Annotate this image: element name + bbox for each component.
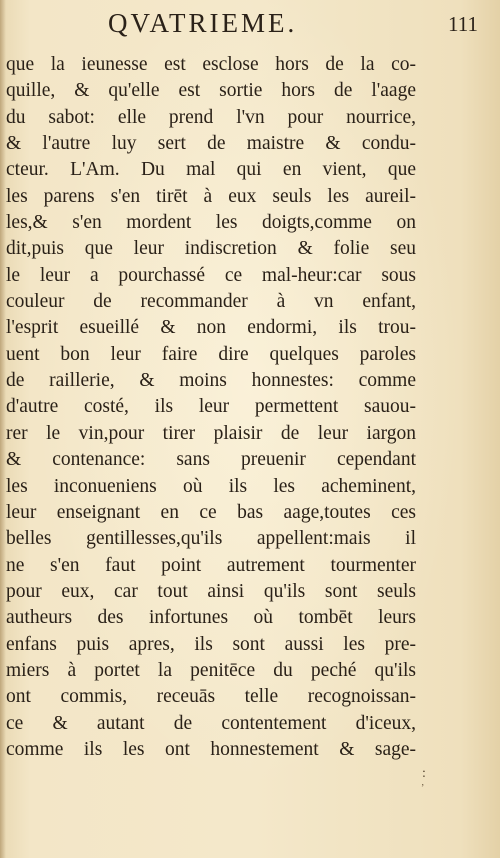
text-line: les,& s'en mordent les doigts,comme on — [6, 212, 416, 234]
show-through-text — [6, 770, 126, 792]
text-line: de raillerie, & moins honnestes: comme — [6, 370, 416, 392]
text-line: couleur de recommander à vn enfant, — [6, 291, 416, 313]
text-line: cteur. L'Am. Du mal qui en vient, que — [6, 159, 416, 181]
margin-mark: : — [422, 766, 426, 781]
text-line: enfans puis apres, ils sont aussi les pre- — [6, 633, 416, 655]
text-line: les inconueniens où ils les acheminent, — [6, 475, 416, 497]
text-line: ont commis, receuās telle recognoissan- — [6, 686, 416, 708]
page-header — [0, 6, 500, 46]
text-line: miers à portet la penitēce du peché qu'ils — [6, 659, 416, 681]
running-title: QVATRIEME. — [108, 8, 298, 38]
text-line: du sabot: elle prend l'vn pour nourrice, — [6, 106, 416, 128]
body-text — [6, 52, 416, 763]
margin-mark-small: ʼ — [421, 783, 425, 794]
text-line: dit,puis que leur indiscretion & folie seu — [6, 238, 416, 260]
text-line: l'esprit esueillé & non endormi, ils trou- — [6, 317, 416, 339]
text-line: pour eux, car tout ainsi qu'ils sont seuls — [6, 580, 416, 602]
text-line: les parens s'en tirēt à eux seuls les aureil- — [6, 185, 416, 207]
text-line: autheurs des infortunes où tombēt leurs — [6, 607, 416, 629]
text-line: rer le vin,pour tirer plaisir de leur iargon — [6, 422, 416, 444]
text-line: comme ils les ont honnestement & sage- — [6, 738, 416, 760]
text-line: uent bon leur faire dire quelques paroles — [6, 343, 416, 365]
page-number: 111 — [448, 12, 478, 36]
text-line: le leur a pourchassé ce mal-heur:car sous — [6, 264, 416, 286]
text-line: quille, & qu'elle est sortie hors de l'aage — [6, 80, 416, 102]
text-line: & contenance: sans preuenir cependant — [6, 449, 416, 471]
text-line: ne s'en faut point autrement tourmenter — [6, 554, 416, 576]
text-line: & l'autre luy sert de maistre & condu- — [6, 133, 416, 155]
text-line: que la ieunesse est esclose hors de la co- — [6, 54, 416, 75]
text-line: leur enseignant en ce bas aage,toutes ces — [6, 501, 416, 523]
text-line: belles gentillesses,qu'ils appellent:mais il — [6, 528, 416, 550]
text-line: d'autre costé, ils leur permettent sauou- — [6, 396, 416, 418]
text-line: ce & autant de contentement d'iceux, — [6, 712, 416, 734]
